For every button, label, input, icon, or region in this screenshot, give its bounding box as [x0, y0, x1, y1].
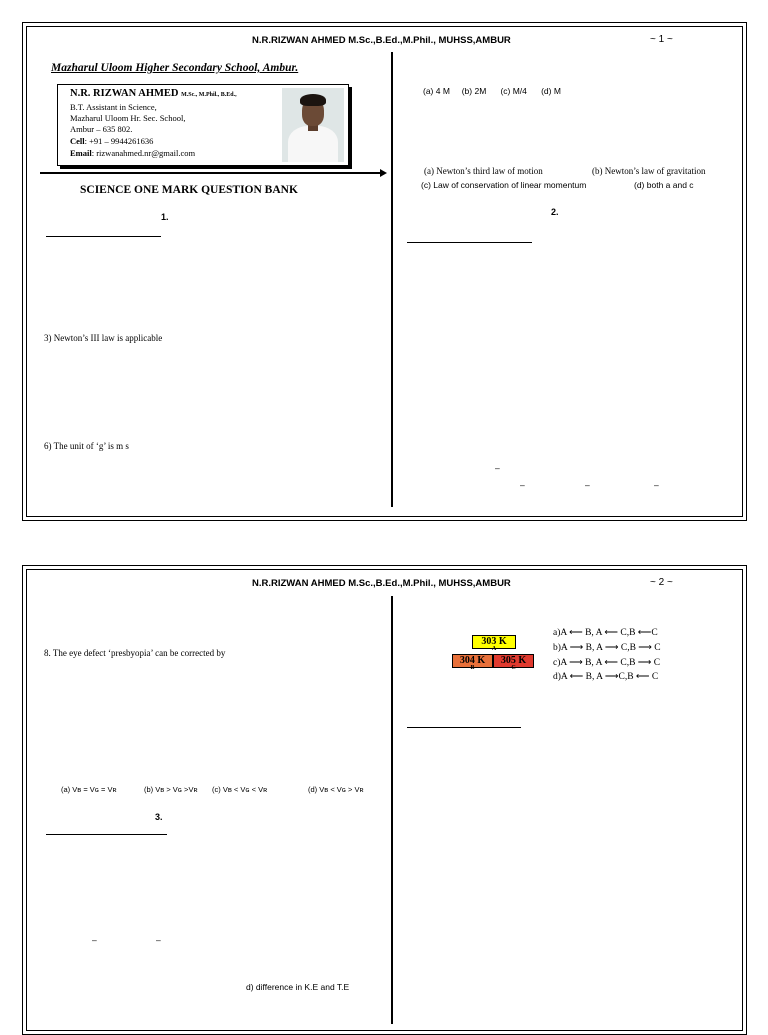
block-c-305k: 305 K C — [493, 654, 534, 668]
heat-flow-option-d: d)A ⟵ B, A ⟶C,B ⟵ C — [553, 672, 659, 682]
ke-te-option: d) difference in K.E and T.E — [246, 982, 350, 992]
law-option-c: (c) Law of conservation of linear momentum — [421, 180, 587, 190]
dash-mark: – — [92, 935, 97, 945]
velocity-option-c: (c) Vʙ < Vɢ < Vʀ — [212, 785, 268, 794]
law-option-b: (b) Newton’s law of gravitation — [592, 166, 706, 176]
section-1-number: 1. — [161, 212, 169, 222]
heat-flow-option-c: c)A ⟶ B, A ⟵ C,B ⟶ C — [553, 658, 661, 668]
section-2-underline — [407, 242, 532, 243]
question-3: 3) Newton’s III law is applicable — [44, 333, 163, 343]
dash-mark: – — [654, 480, 659, 490]
author-role: B.T. Assistant in Science, — [70, 102, 157, 112]
section-3-number: 3. — [155, 812, 163, 822]
section-4-underline — [407, 727, 521, 728]
dash-mark: – — [156, 935, 161, 945]
question-bank-title: SCIENCE ONE MARK QUESTION BANK — [80, 184, 298, 196]
dash-mark: – — [585, 480, 590, 490]
dash-mark: – — [520, 480, 525, 490]
page-1-number: ~ 1 ~ — [650, 34, 673, 45]
author-school: Mazharul Uloom Hr. Sec. School, — [70, 113, 186, 123]
mass-options: (a) 4 M (b) 2M (c) M/4 (d) M — [423, 86, 561, 96]
page-2-header: N.R.RIZWAN AHMED M.Sc.,B.Ed.,M.Phil., MUHSS,AMBUR — [252, 578, 511, 589]
divider-arrow-line — [40, 172, 380, 174]
page-1-header: N.R.RIZWAN AHMED M.Sc.,B.Ed.,M.Phil., MUHSS,AMBUR — [252, 35, 511, 46]
block-b-304k: 304 K B — [452, 654, 493, 668]
author-name: N.R. RIZWAN AHMED M.Sc., M.Phil., B.Ed., — [70, 88, 237, 99]
dash-mark: – — [495, 463, 500, 473]
block-a-303k: 303 K A — [472, 635, 516, 649]
section-3-underline — [46, 834, 167, 835]
velocity-option-a: (a) Vʙ = Vɢ = Vʀ — [61, 785, 117, 794]
author-city: Ambur – 635 802. — [70, 124, 133, 134]
author-photo — [282, 88, 344, 162]
school-name: Mazharul Uloom Higher Secondary School, Ambur. — [51, 62, 299, 74]
question-8: 8. The eye defect ‘presbyopia’ can be corrected by — [44, 648, 226, 658]
velocity-option-b: (b) Vʙ > Vɢ >Vʀ — [144, 785, 198, 794]
author-email: Email: rizwanahmed.nr@gmail.com — [70, 148, 196, 158]
section-2-number: 2. — [551, 207, 559, 217]
question-6: 6) The unit of ‘g’ is m s — [44, 441, 129, 451]
author-card — [57, 84, 349, 166]
page-2-number: ~ 2 ~ — [650, 577, 673, 588]
arrow-right-icon — [380, 169, 387, 177]
section-1-underline — [46, 236, 161, 237]
heat-flow-option-b: b)A ⟶ B, A ⟶ C,B ⟶ C — [553, 643, 661, 653]
law-option-a: (a) Newton’s third law of motion — [424, 166, 543, 176]
page-1-column-divider — [391, 52, 393, 507]
page-2-column-divider — [391, 596, 393, 1024]
heat-flow-option-a: a)A ⟵ B, A ⟵ C,B ⟵C — [553, 628, 658, 638]
velocity-option-d: (d) Vʙ < Vɢ > Vʀ — [308, 785, 364, 794]
law-option-d: (d) both a and c — [634, 180, 694, 190]
author-cell: Cell: +91 – 9944261636 — [70, 136, 154, 146]
